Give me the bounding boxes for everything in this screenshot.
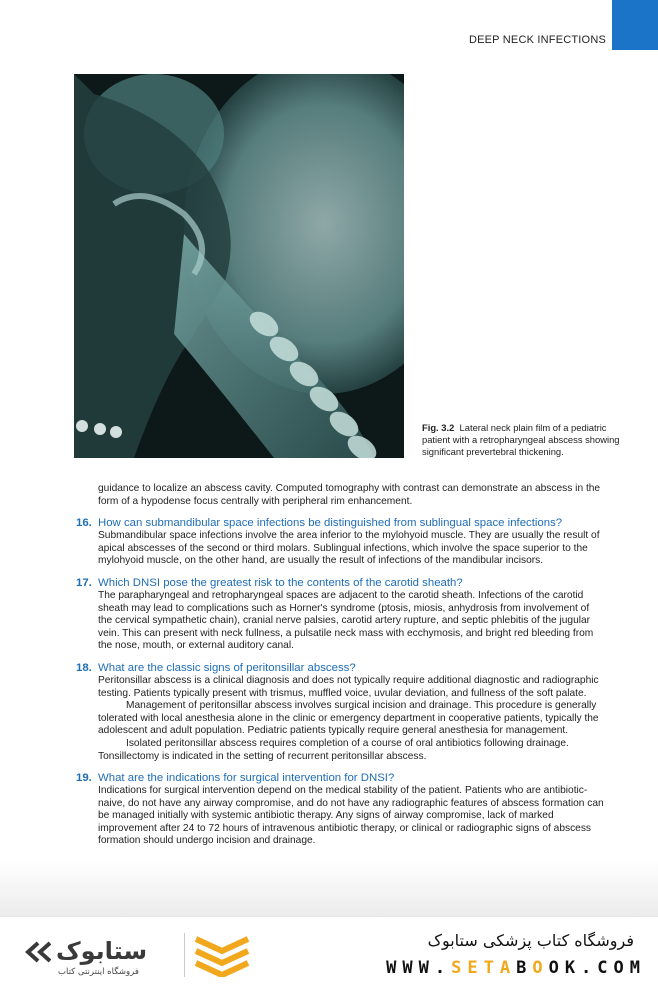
url-part: OK.COM <box>548 958 646 978</box>
url-part: B <box>516 958 533 978</box>
figure-caption <box>422 422 632 458</box>
page-header <box>0 0 658 50</box>
url-part: WWW. <box>386 958 452 978</box>
answer-paragraph: Submandibular space infections involve the area inferior to the mylohyoid muscle. They are usually the result of apical abscesses of the second or third molars. Sublingual infections, which involve the space superior to the mylohyoid muscle, on the other hand, are usually the result of infections of the mandibular incisors. <box>98 530 600 567</box>
question-title: What are the classic signs of peritonsillar abscess? <box>98 661 356 674</box>
question-number: 19. <box>76 772 92 785</box>
answer-paragraph: Management of peritonsillar abscess involves surgical incision and drainage. This procedure is generally tolerated with local anesthesia alone in the clinic or emergency department in cooperative patients, typically the adolescent and adult population. Pediatric patients typically require general anesthesia for management. <box>98 700 599 737</box>
double-chevron-icon <box>24 941 54 963</box>
store-name: فروشگاه کتاب پزشکی ستابوک <box>427 931 634 950</box>
chapter-tab <box>612 0 658 50</box>
answer-paragraph: The parapharyngeal and retropharyngeal spaces are adjacent to the carotid sheath. Infections of the carotid sheath may lead to complications such as Horner's syndrome (ptosis, miosis, anhydrosis from involvement of the cervical sympathetic chain), cranial nerve palsies, carotid artery rupture, and septic phlebitis of the jugular vein. This can present with neck fullness, a pulsatile neck mass with ecchymosis, and bright red bleeding from the nose, mouth, or external auditory canal. <box>98 589 594 652</box>
body-text <box>76 483 606 848</box>
url-highlight: O <box>532 958 549 978</box>
figure-label: Fig. 3.2 <box>422 422 455 433</box>
answer-paragraph: Indications for surgical intervention depend on the medical stability of the patient. Patients who are antibiotic-naive, do not have any airway compromise, and do not have any radiographic features of abscess formation can be managed initially with systemic antibiotic therapy. Any signs of airway compromise, lack of marked improvement after 24 to 72 hours of intravenous antibiotic therapy, or clinical or radiographic signs of abscess formation should undergo incision and drainage. <box>98 785 604 847</box>
logo-divider <box>184 933 185 977</box>
xray-image <box>74 74 404 458</box>
logo-text: ستابوک <box>56 937 148 965</box>
question-19 <box>76 772 606 848</box>
question-18 <box>76 662 606 763</box>
question-number: 17. <box>76 576 92 589</box>
question-title: How can submandibular space infections be distinguished from sublingual space infections? <box>98 517 563 530</box>
running-head: DEEP NECK INFECTIONS <box>468 34 606 46</box>
answer-paragraph: Isolated peritonsillar abscess requires completion of a course of oral antibiotics following drainage. Tonsillectomy is indicated in the setting of recurrent peritonsillar abscess. <box>98 737 569 762</box>
question-number: 18. <box>76 661 92 674</box>
question-16 <box>76 517 606 568</box>
question-title: Which DNSI pose the greatest risk to the contents of the carotid sheath? <box>98 576 463 589</box>
url-highlight: SETA <box>451 958 517 978</box>
lead-paragraph: guidance to localize an abscess cavity. Computed tomography with contrast can demonstrate an abscess in the form of a hypodense focus centrally with peripheral rim enhancement. <box>98 483 601 507</box>
watermark-footer <box>0 916 658 987</box>
question-number: 16. <box>76 517 92 530</box>
stacked-chevrons-icon <box>192 935 252 977</box>
question-title: What are the indications for surgical intervention for DNSI? <box>98 772 395 785</box>
figure-caption-text: Lateral neck plain film of a pediatric patient with a retropharyngeal abscess showing significant prevertebral thickening. <box>422 422 620 457</box>
logo-subtitle: فروشگاه اینترنتی کتاب <box>58 967 139 977</box>
answer-paragraph: Peritonsillar abscess is a clinical diagnosis and does not typically require additional diagnostic and radiographic testing. Patients typically present with trismus, muffled voice, uvular deviation, and fullness of the soft palate. <box>98 674 599 699</box>
question-17 <box>76 577 606 653</box>
page-fade <box>0 860 658 916</box>
store-url-link[interactable] <box>386 958 646 978</box>
setabook-logo[interactable] <box>20 925 180 983</box>
